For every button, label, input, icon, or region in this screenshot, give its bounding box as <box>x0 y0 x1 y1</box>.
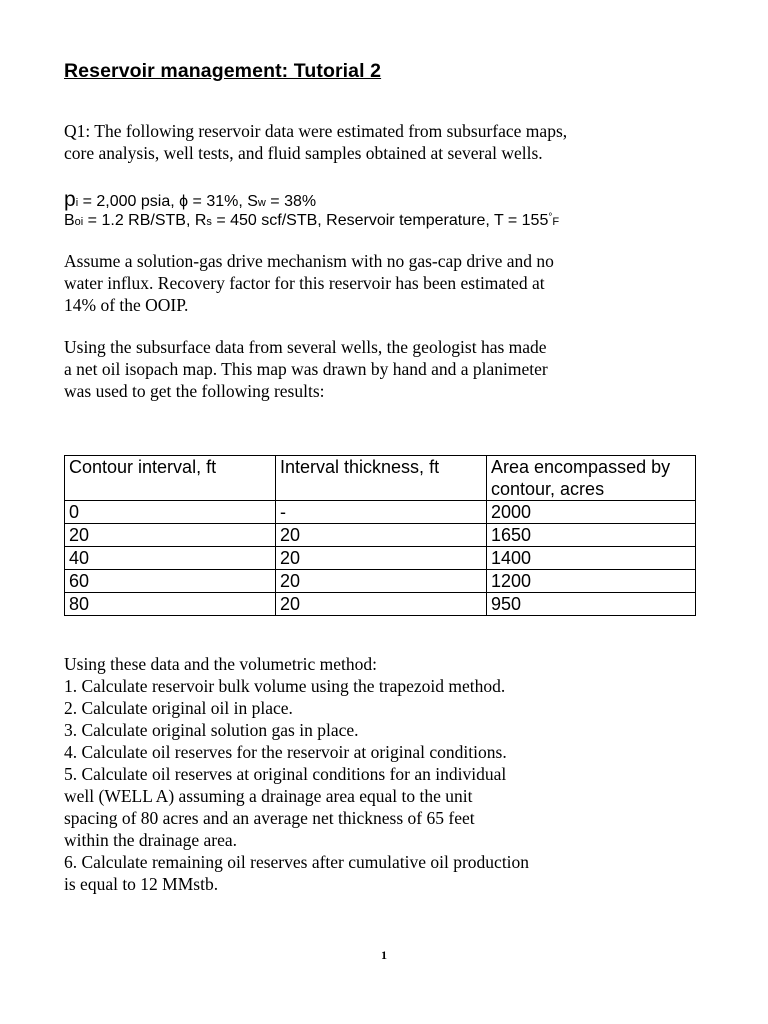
question-line: 4. Calculate oil reserves for the reservoir at original conditions. <box>64 742 507 762</box>
table-cell: - <box>276 501 487 524</box>
question-line: is equal to 12 MMstb. <box>64 874 219 894</box>
porosity-value: = 31%, S <box>188 193 258 210</box>
porosity-symbol: ϕ <box>179 193 189 210</box>
table-cell: 80 <box>65 593 276 616</box>
question-line: 3. Calculate original solution gas in place. <box>64 720 359 740</box>
page-title: Reservoir management: Tutorial 2 <box>64 60 382 82</box>
page-number: 1 <box>381 948 387 962</box>
question-line: 2. Calculate original oil in place. <box>64 698 293 718</box>
water-saturation-subscript: w <box>257 197 266 209</box>
question-line: 6. Calculate remaining oil reserves after cumulative oil production <box>64 852 530 872</box>
table-cell: 1200 <box>487 570 696 593</box>
fvf-symbol: B <box>64 212 75 229</box>
table-cell: 20 <box>276 547 487 570</box>
questions-list <box>64 653 704 895</box>
assumption-line: water influx. Recovery factor for this reservoir has been estimated at <box>64 273 545 293</box>
question-line: well (WELL A) assuming a drainage area equal to the unit <box>64 786 473 806</box>
isopach-table <box>64 455 696 616</box>
question-line: within the drainage area. <box>64 830 237 850</box>
assumption-paragraph <box>64 250 704 316</box>
assumption-line: Assume a solution-gas drive mechanism with no gas-cap drive and no <box>64 251 554 271</box>
isopach-intro-line: Using the subsurface data from several wells, the geologist has made <box>64 337 547 357</box>
table-row <box>65 524 696 547</box>
pressure-symbol: p <box>64 188 76 211</box>
table-cell: 2000 <box>487 501 696 524</box>
table-cell: 20 <box>65 524 276 547</box>
q1-intro-line: Q1: The following reservoir data were estimated from subsurface maps, <box>64 121 568 141</box>
q1-intro-line: core analysis, well tests, and fluid samples obtained at several wells. <box>64 143 543 163</box>
table-cell: 60 <box>65 570 276 593</box>
table-cell: 40 <box>65 547 276 570</box>
q1-intro <box>64 120 704 164</box>
degree-symbol: ° <box>548 212 553 223</box>
table-row <box>65 501 696 524</box>
question-line: 5. Calculate oil reserves at original conditions for an individual <box>64 764 507 784</box>
table-cell: 20 <box>276 593 487 616</box>
fvf-value: = 1.2 RB/STB, R <box>83 212 207 229</box>
header-contour-interval: Contour interval, ft <box>65 456 276 501</box>
table-row <box>65 570 696 593</box>
temperature-unit: F <box>552 216 560 228</box>
table-cell: 1400 <box>487 547 696 570</box>
assumption-line: 14% of the OOIP. <box>64 295 189 315</box>
isopach-intro <box>64 336 704 402</box>
table-cell: 0 <box>65 501 276 524</box>
solution-gor-value: = 450 scf/STB, Reservoir temperature, T = 155 <box>211 212 549 229</box>
isopach-intro-line: a net oil isopach map. This map was drawn by hand and a planimeter <box>64 359 548 379</box>
header-interval-thickness: Interval thickness, ft <box>276 456 487 501</box>
reservoir-parameters <box>64 189 559 231</box>
parameters-line-2 <box>64 210 559 231</box>
table-row <box>65 547 696 570</box>
table-cell: 1650 <box>487 524 696 547</box>
table-cell: 950 <box>487 593 696 616</box>
pressure-value: = 2,000 psia, <box>78 193 180 210</box>
table-header-row <box>65 456 696 501</box>
table-cell: 20 <box>276 524 487 547</box>
isopach-intro-line: was used to get the following results: <box>64 381 325 401</box>
table-cell: 20 <box>276 570 487 593</box>
fvf-subscript: oi <box>74 216 84 228</box>
header-area-encompassed: Area encompassed by contour, acres <box>487 456 696 501</box>
question-line: Using these data and the volumetric method: <box>64 654 377 674</box>
pressure-subscript: i <box>75 197 79 209</box>
solution-gor-subscript: s <box>206 216 212 228</box>
question-line: spacing of 80 acres and an average net thickness of 65 feet <box>64 808 475 828</box>
question-line: 1. Calculate reservoir bulk volume using the trapezoid method. <box>64 676 506 696</box>
table-row <box>65 593 696 616</box>
parameters-line-1 <box>64 189 559 210</box>
water-saturation-value: = 38% <box>265 193 317 210</box>
